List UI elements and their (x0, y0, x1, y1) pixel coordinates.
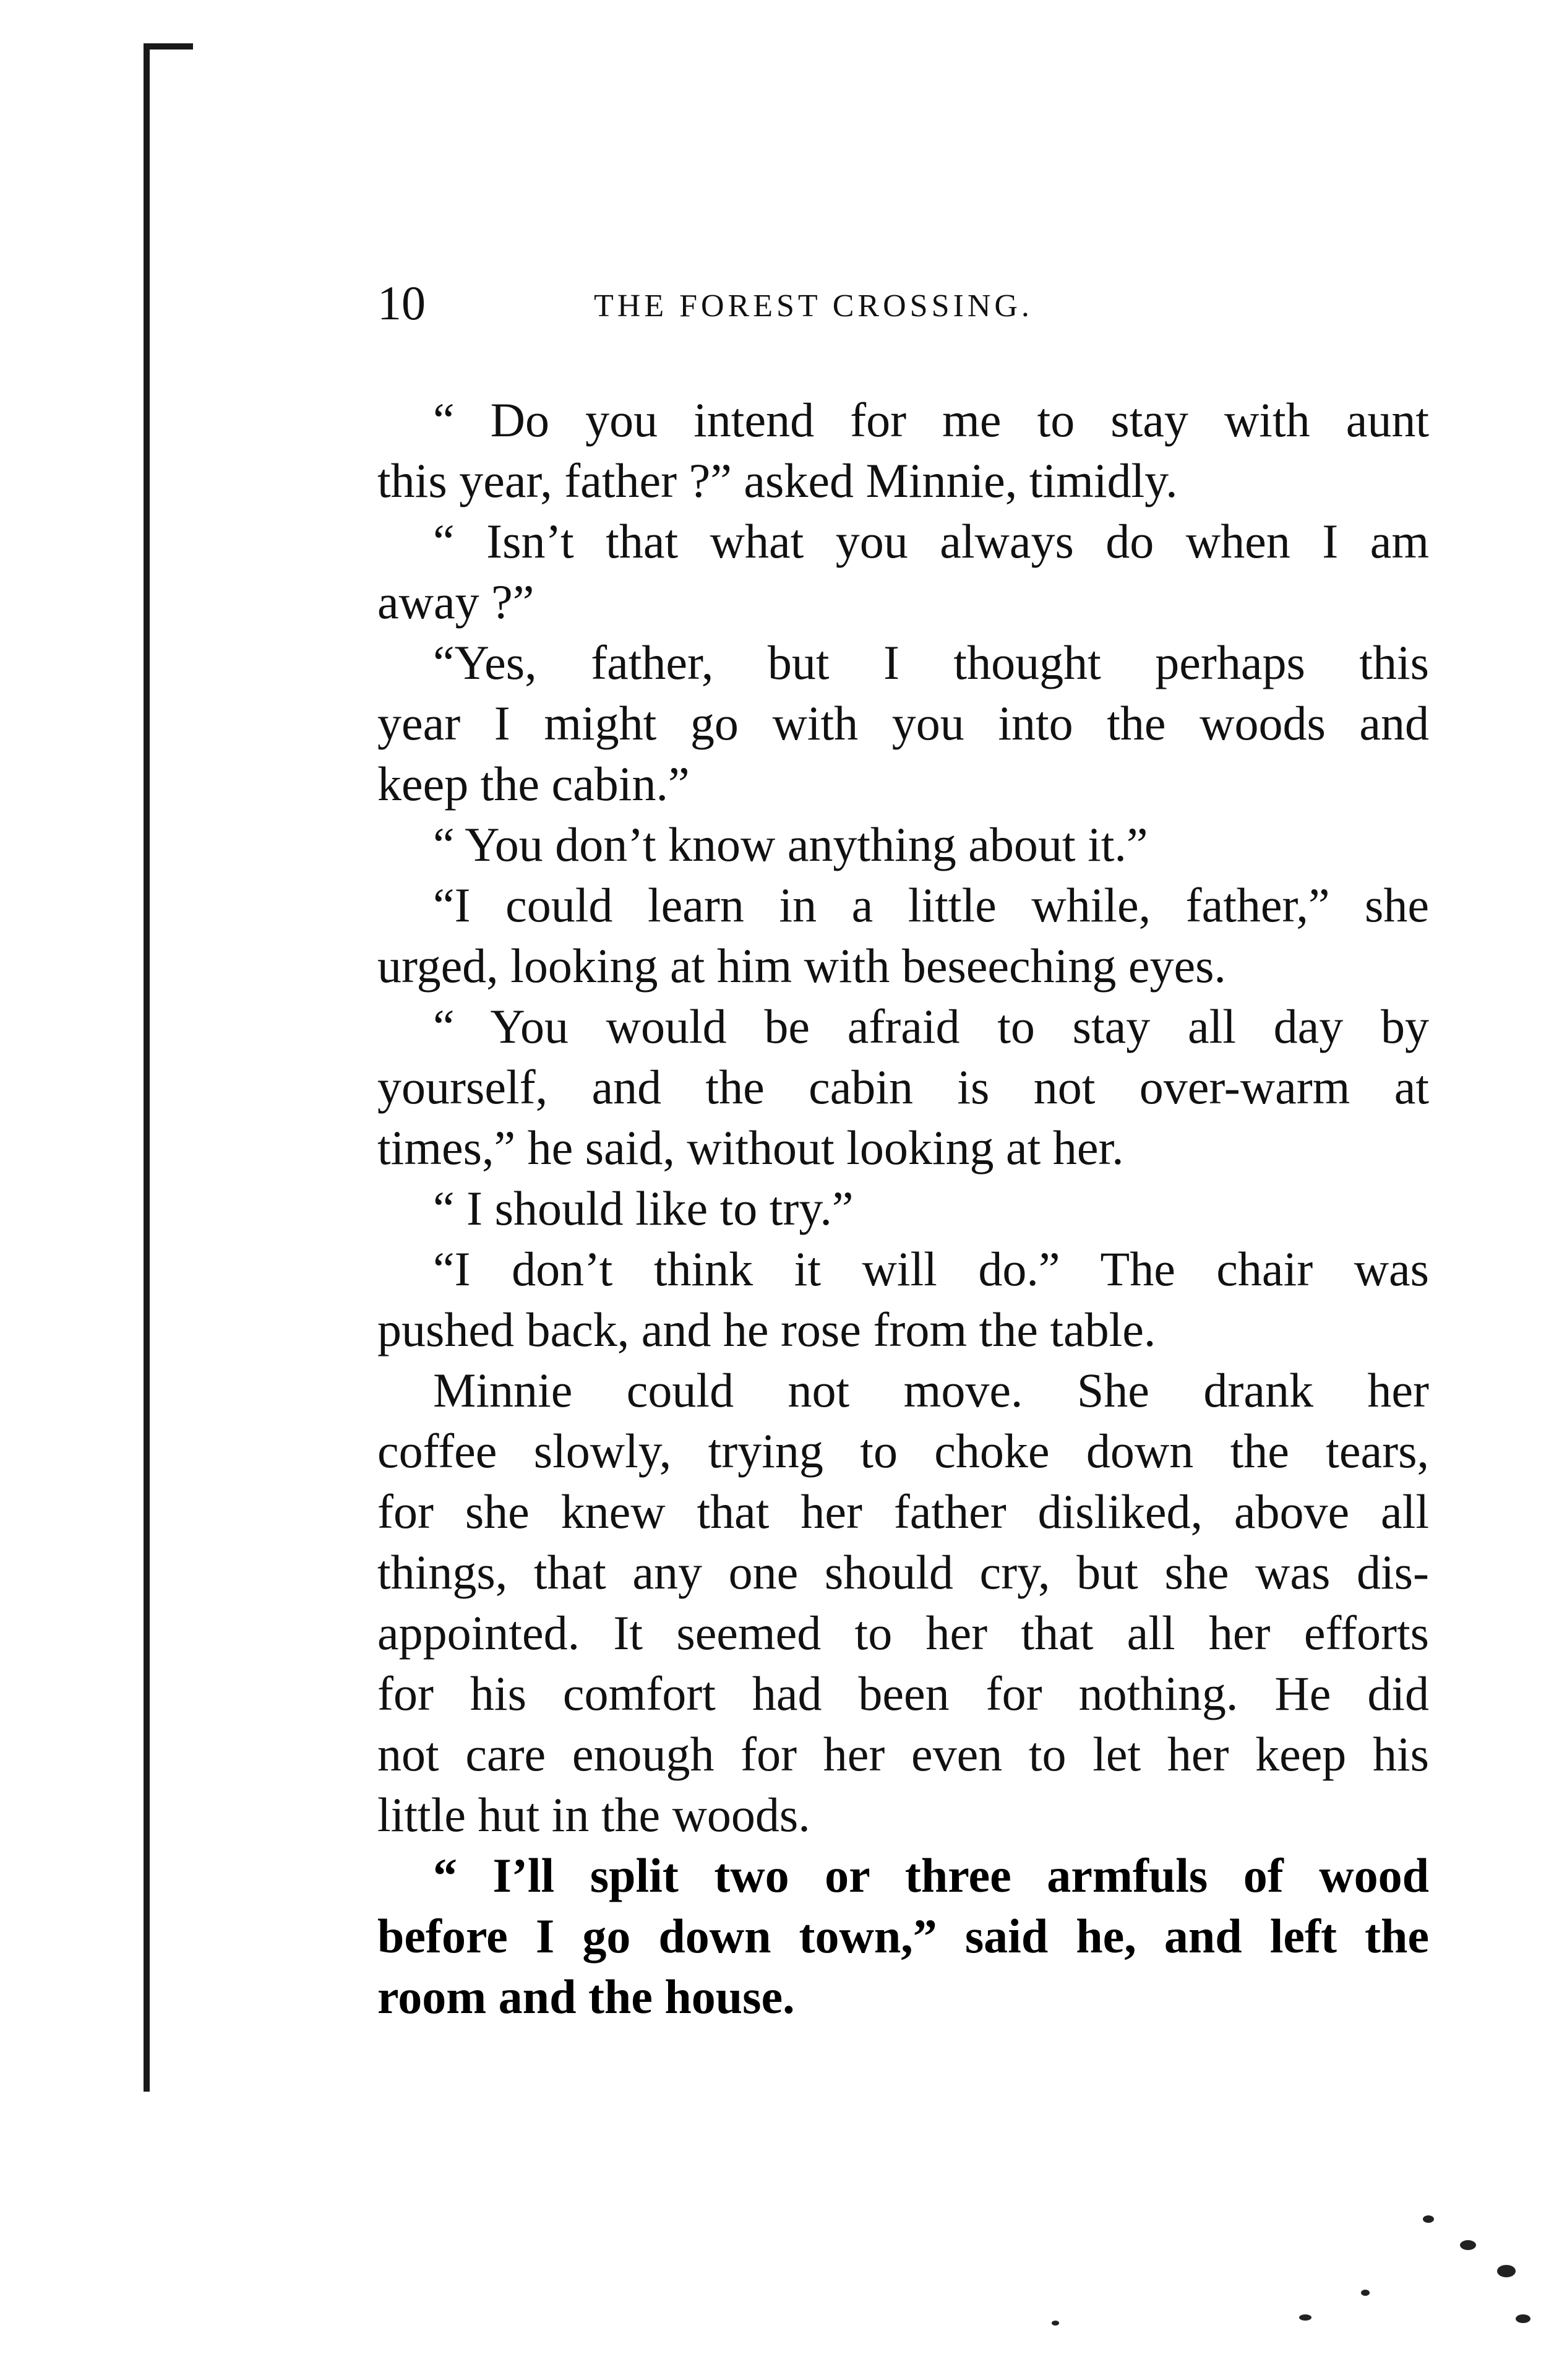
text-line: away ?” (377, 575, 534, 629)
text-line: pushed back, and he rose from the table. (377, 1303, 1156, 1356)
scan-speck (1052, 2321, 1059, 2326)
text-line: things, that any one should cry, but she was dis- (377, 1545, 1429, 1599)
scan-speck (1361, 2290, 1370, 2296)
scan-speck (1460, 2240, 1476, 2250)
text-line: times,” he said, without looking at her. (377, 1121, 1124, 1175)
page-binding-corner (144, 43, 193, 50)
text-line: yourself, and the cabin is not over-warm at (377, 1060, 1429, 1114)
running-title: THE FOREST CROSSING. (594, 288, 1033, 324)
text-line: urged, looking at him with beseeching eyes. (377, 939, 1226, 993)
text-line: before I go down town,” said he, and left the (377, 1909, 1429, 1963)
scan-speck (1423, 2215, 1434, 2223)
text-line: “ You don’t know anything about it.” (433, 817, 1148, 871)
text-line: coffee slowly, trying to choke down the tears, (377, 1424, 1429, 1478)
text-line: this year, father ?” asked Minnie, timidly. (377, 454, 1178, 507)
text-line: “ You would be afraid to stay all day by (433, 999, 1429, 1053)
running-head (377, 272, 1429, 334)
text-line: “I don’t think it will do.” The chair was (433, 1242, 1429, 1296)
text-line: for she knew that her father disliked, above all (377, 1485, 1429, 1538)
text-line: “ I’ll split two or three armfuls of wood (433, 1848, 1429, 1902)
text-line: “ Isn’t that what you always do when I am (433, 514, 1429, 568)
body-text (377, 390, 1429, 2027)
text-line: “ Do you intend for me to stay with aunt (433, 393, 1429, 447)
page-number: 10 (377, 276, 426, 330)
text-line: Minnie could not move. She drank her (433, 1363, 1429, 1417)
scan-speck (1497, 2265, 1516, 2277)
text-line: keep the cabin.” (377, 757, 690, 811)
text-line: for his comfort had been for nothing. He did (377, 1666, 1429, 1720)
text-line: “I could learn in a little while, father,” she (433, 878, 1429, 932)
text-line: not care enough for her even to let her keep his (377, 1727, 1429, 1781)
text-line: “ I should like to try.” (433, 1181, 854, 1235)
page-binding-edge (144, 50, 150, 2092)
text-line: room and the house. (377, 1970, 795, 2024)
text-line: little hut in the woods. (377, 1788, 810, 1842)
text-line: appointed. It seemed to her that all her efforts (377, 1606, 1429, 1660)
text-line: year I might go with you into the woods and (377, 696, 1429, 750)
scan-speck (1299, 2314, 1311, 2321)
text-line: “Yes, father, but I thought perhaps this (433, 636, 1429, 689)
scan-speck (1516, 2314, 1530, 2323)
